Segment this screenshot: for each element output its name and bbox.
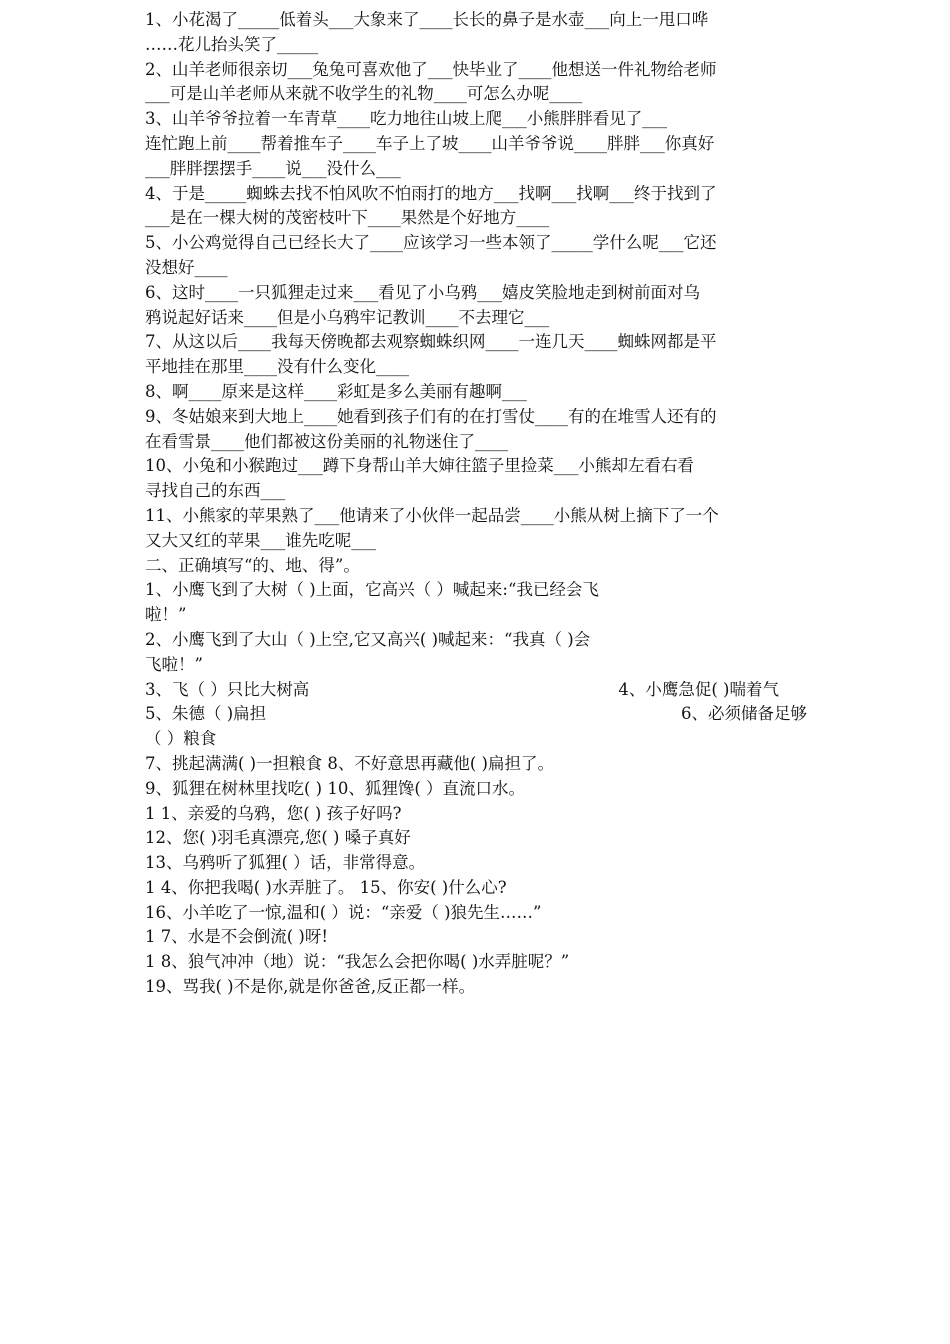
text-line: ……花儿抬头笑了_____ [145,34,319,54]
text-line: 寻找自己的东西___ [145,481,286,501]
text-line: 1 1、亲爱的乌鸦，您( ) 孩子好吗? [145,803,402,823]
text-line: ___可是山羊老师从来就不收学生的礼物____可怎么办呢____ [145,84,583,104]
text-line: 1 8、狼气冲冲（地）说：“我怎么会把你喝( )水弄脏呢？” [145,952,570,972]
text-line: 连忙跑上前____帮着推车子____车子上了坡____山羊爷爷说____胖胖___你真好 [145,133,715,153]
text-line: 6、这时____一只狐狸走过来___看见了小乌鸦___嬉皮笑脸地走到树前面对乌 [145,282,700,302]
worksheet [145,8,807,1000]
text-line: 19、骂我( )不是你,就是你爸爸,反正都一样。 [145,977,476,997]
question-left: 3、飞（ ）只比大树高 [145,679,310,699]
question-left: 5、朱德（ )扁担 [145,704,267,724]
text-line: 7、从这以后____我每天傍晚都去观察蜘蛛织网____一连几天____蜘蛛网都是平 [145,332,717,352]
text-line: 13、乌鸦听了狐狸( ）话，非常得意。 [145,853,426,873]
text-line: 2、山羊老师很亲切___兔兔可喜欢他了___快毕业了____他想送一件礼物给老师 [145,59,717,79]
text-line-pair [145,702,807,727]
text-line: 7、挑起满满( )一担粮食 8、不好意思再藏他( )扁担了。 [145,753,554,773]
text-line: 11、小熊家的苹果熟了___他请来了小伙伴一起品尝____小熊从树上摘下了一个 [145,505,719,525]
question-right: 4、小鹰急促( )喘着气 [618,679,779,699]
text-line: 1、小花渴了_____低着头___大象来了____长长的鼻子是水壶___向上一甩口哗 [145,10,709,29]
text-line: 没想好____ [145,257,228,277]
text-line: 1、小鹰飞到了大树（ )上面，它高兴（ ）喊起来:“我已经会飞 [145,580,599,600]
text-line: （ ）粮食 [145,729,217,749]
question-right: 6、必须储备足够 [681,704,807,724]
text-line: 飞啦！” [145,654,203,674]
text-line: ___胖胖摆摆手____说___没什么___ [145,158,401,178]
text-line: 5、小公鸡觉得自己已经长大了____应该学习一些本领了_____学什么呢___它还 [145,233,717,253]
text-line: 8、啊____原来是这样____彩虹是多么美丽有趣啊___ [145,381,527,401]
text-line: 鸦说起好话来____但是小乌鸦牢记教训____不去理它___ [145,307,550,327]
section-heading: 二、正确填写“的、地、得”。 [145,555,360,575]
text-line: 1 7、水是不会倒流( )呀! [145,927,328,947]
text-line: 10、小兔和小猴跑过___蹲下身帮山羊大婶往篮子里捡菜___小熊却左看右看 [145,456,694,476]
text-line: 又大又红的苹果___谁先吃呢___ [145,530,376,550]
text-line: 平地挂在那里____没有什么变化____ [145,357,409,377]
text-line-pair [145,678,807,703]
text-line: 3、山羊爷爷拉着一车青草____吃力地往山坡上爬___小熊胖胖看见了___ [145,109,667,129]
text-line: 啦！” [145,605,187,625]
text-line: 2、小鹰飞到了大山（ )上空,它又高兴( )喊起来：“我真（ )会 [145,629,591,649]
text-line: 9、冬姑娘来到大地上____她看到孩子们有的在打雪仗____有的在堆雪人还有的 [145,406,717,426]
text-line: 1 4、你把我喝( )水弄脏了。 15、你安( )什么心? [145,877,507,897]
text-line: 12、您( )羽毛真漂亮,您( ) 嗓子真好 [145,828,411,848]
text-line: 在看雪景____他们都被这份美丽的礼物迷住了____ [145,431,508,451]
text-line: 9、狐狸在树林里找吃( ) 10、狐狸馋( ）直流口水。 [145,778,526,798]
text-line: ___是在一棵大树的茂密枝叶下____果然是个好地方____ [145,208,550,228]
text-line: 4、于是_____蜘蛛去找不怕风吹不怕雨打的地方___找啊___找啊___终于找到了 [145,183,717,203]
text-line: 16、小羊吃了一惊,温和( ）说：“亲爱（ )狼先生……” [145,902,542,922]
